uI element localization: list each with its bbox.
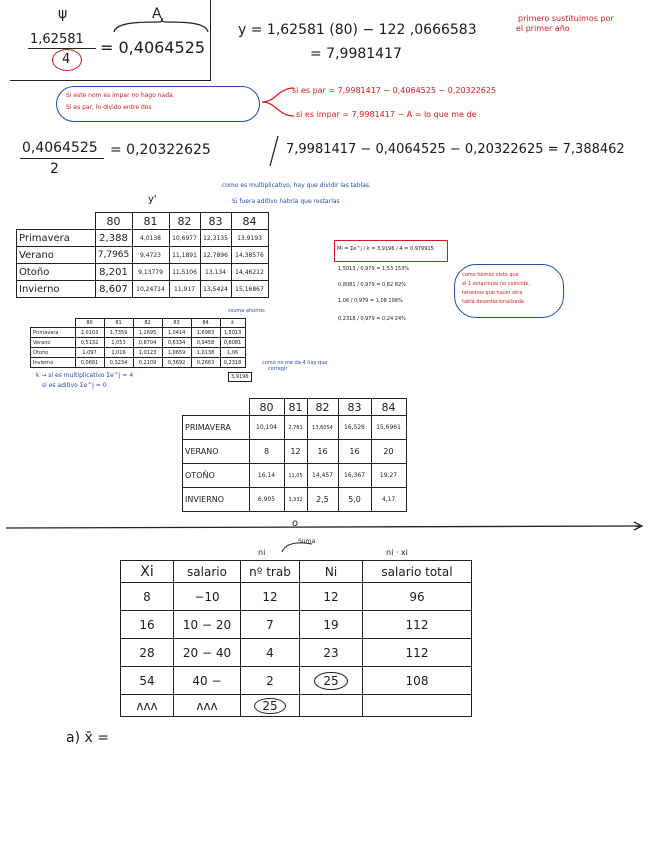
row-label: Invierno: [31, 358, 76, 368]
table-cell: 1,0414: [162, 328, 191, 338]
table-cell: 15,6961: [371, 416, 406, 440]
table3-header-cell: 84: [371, 399, 406, 416]
table-cell: 12,3135: [200, 230, 231, 247]
table-cell: 10,104: [249, 416, 284, 440]
table-cell: 2,0103: [75, 328, 104, 338]
table1-header-row: [17, 213, 269, 230]
table1-header-cell: 82: [169, 213, 200, 230]
k-line1: k → si es multiplicativo Σe^j = 4: [36, 372, 134, 379]
table-cell: −10: [174, 583, 241, 611]
A-label: A: [152, 6, 162, 22]
salary-header-cell: Ni: [300, 561, 363, 583]
table-cell: 11,05: [284, 464, 307, 488]
table-cell: 11,5106: [169, 264, 200, 281]
table1-header-cell: 83: [200, 213, 231, 230]
div-result: = 0,20322625: [110, 142, 211, 158]
nixi-label: ni · xi: [386, 548, 408, 557]
table-cell: 16,367: [338, 464, 371, 488]
row-label: INVIERNO: [183, 488, 250, 512]
red-note-line1: primero sustituimos por: [518, 14, 614, 23]
red-oval-line3: tenemos que hacer otra: [462, 290, 523, 296]
table-cell: 15,16867: [231, 281, 268, 298]
table-row: [121, 695, 472, 717]
table-cell: 12,7896: [200, 247, 231, 264]
table-cell: 14,457: [307, 464, 338, 488]
table2-header-cell: 83: [162, 319, 191, 328]
k-line2: si es aditivo Σe^j = 0: [42, 382, 107, 389]
table-cell: 108: [363, 667, 472, 695]
table-cell: [300, 695, 363, 717]
row-label: Verano: [17, 247, 96, 264]
table-row: [183, 416, 407, 440]
table-cell: 1,0138: [191, 348, 220, 358]
equation-line2: = 7,9981417: [310, 46, 402, 62]
table3-header-cell: [183, 399, 250, 416]
table1-header-cell: 81: [132, 213, 169, 230]
table-cell: 0,8081: [220, 338, 245, 348]
div-numerator: 0,4064525: [22, 140, 98, 156]
question-a: a) x̄ =: [66, 730, 109, 746]
table-cell: 10,6977: [169, 230, 200, 247]
red-oval-line4: tabla desestacionalizada: [462, 299, 524, 305]
table-salary-frequency: [120, 560, 472, 717]
table-row: [121, 639, 472, 667]
row-label: Primavera: [31, 328, 76, 338]
table-cell: 7,7965: [95, 247, 132, 264]
div-bar: [20, 158, 104, 159]
table-cell: 16,526: [338, 416, 371, 440]
suma-label: Suma: [298, 538, 316, 545]
table-cell: 1,06: [220, 348, 245, 358]
table2-total: 3,9196: [228, 372, 252, 382]
row-label: Invierno: [17, 281, 96, 298]
table-cell: 11,1891: [169, 247, 200, 264]
table1-header-cell: 84: [231, 213, 268, 230]
theta-symbol: ψ: [58, 6, 68, 22]
row-label: Otoño: [31, 348, 76, 358]
table-cell: 2: [241, 667, 300, 695]
table-cell: 16,14: [249, 464, 284, 488]
table-row: [17, 281, 269, 298]
table-cell: 1,097: [75, 348, 104, 358]
oval-note-line1: Si este nom es impar no hago nada.: [66, 92, 175, 99]
table-cell: 3,332: [284, 488, 307, 512]
table-cell: 54: [121, 667, 174, 695]
table-cell: 12: [241, 583, 300, 611]
table-cell: 112: [363, 639, 472, 667]
table-row: [31, 358, 246, 368]
table2-header-row: [31, 319, 246, 328]
table-row: [183, 464, 407, 488]
table-cell: 19,27: [371, 464, 406, 488]
table-row: [31, 338, 246, 348]
ni-label: ni: [258, 548, 266, 557]
table2-header-cell: x̄: [220, 319, 245, 328]
table-seasonal-indices: [30, 318, 246, 368]
red-oval-line2: el 1 estacional no coincide,: [462, 281, 531, 287]
table-cell: 0,2109: [133, 358, 162, 368]
table-cell: 13,6054: [307, 416, 338, 440]
table3-header-row: [183, 399, 407, 416]
table-cell: 12: [284, 440, 307, 464]
table-cell: 112: [363, 611, 472, 639]
table-cell: 11,917: [169, 281, 200, 298]
table-cell: 1,0123: [133, 348, 162, 358]
row-label: Primavera: [17, 230, 96, 247]
table-cell: 12: [300, 583, 363, 611]
row-label: Otoño: [17, 264, 96, 281]
table-cell: 0,9458: [191, 338, 220, 348]
table-deseasonalized: [182, 398, 407, 512]
table-cell: 16: [121, 611, 174, 639]
fraction-numerator: 1,62581: [30, 32, 84, 47]
salary-header-cell: Xi: [121, 561, 174, 583]
div-denominator: 2: [50, 161, 59, 177]
table-row: [31, 328, 246, 338]
table-cell: [300, 667, 363, 695]
table-cell: 4,0138: [132, 230, 169, 247]
section-divider: [4, 520, 644, 534]
row-label: PRIMAVERA: [183, 416, 250, 440]
table-cell: 28: [121, 639, 174, 667]
red-formula-line1: 1,5013 / 0,979 = 1,53 153%: [338, 266, 410, 272]
divider-mark: o: [292, 518, 299, 529]
table2-header-cell: 81: [104, 319, 133, 328]
table2-header-cell: 84: [191, 319, 220, 328]
table3-header-cell: 81: [284, 399, 307, 416]
table-cell: 1,2695: [133, 328, 162, 338]
scribble-cell: ᴧᴧᴧ: [174, 695, 241, 717]
scribble-cell: ᴧᴧᴧ: [121, 695, 174, 717]
blue-mid-note1: como es multiplicativo, hay que dividir las tablas.: [222, 182, 371, 189]
row-label: OTOÑO: [183, 464, 250, 488]
table-cell: 20: [371, 440, 406, 464]
table-row: [121, 583, 472, 611]
salary-header-row: [121, 561, 472, 583]
table-cell: 19: [300, 611, 363, 639]
table-cell: 4: [241, 639, 300, 667]
table3-header-cell: 82: [307, 399, 338, 416]
table-cell: 16: [338, 440, 371, 464]
denominator-circle: [52, 49, 82, 71]
table-cell: 1,7359: [104, 328, 133, 338]
table-cell: 23: [300, 639, 363, 667]
table-cell: 6,905: [249, 488, 284, 512]
table-cell: 10 − 20: [174, 611, 241, 639]
table-trend: [16, 212, 269, 298]
table-row: [183, 488, 407, 512]
table-cell: 0,2663: [191, 358, 220, 368]
red-formula-line4: 0,2318 / 0,979 = 0,24 24%: [338, 316, 406, 322]
red-note-line2: el primer año: [516, 24, 570, 33]
table-cell: 14,38576: [231, 247, 268, 264]
table-cell: 1,016: [104, 348, 133, 358]
yprime-label: y': [148, 194, 157, 205]
table-cell: 9,13779: [132, 264, 169, 281]
table-cell: 0,5132: [75, 338, 104, 348]
table-cell: 13,9193: [231, 230, 268, 247]
table-cell: 7: [241, 611, 300, 639]
table-cell: 0,2318: [220, 358, 245, 368]
div-final: 7,9981417 − 0,4064525 − 0,20322625 = 7,388462: [286, 142, 625, 157]
red-formula-line3: 1,06 / 0,979 = 1,08 108%: [338, 298, 403, 304]
table-cell: 13,134: [200, 264, 231, 281]
table-cell: 1,053: [104, 338, 133, 348]
circled-total: 25: [314, 672, 347, 690]
table-cell: 8,201: [95, 264, 132, 281]
table-cell: 2,5: [307, 488, 338, 512]
table-cell: 1,6983: [191, 328, 220, 338]
table3-header-cell: 80: [249, 399, 284, 416]
table-row: [17, 247, 269, 264]
table-cell: 8: [249, 440, 284, 464]
table-cell: [363, 695, 472, 717]
circled-n-total: 25: [254, 698, 285, 714]
table-cell: 96: [363, 583, 472, 611]
table1-header-cell: 80: [95, 213, 132, 230]
table-cell: 14,46212: [231, 264, 268, 281]
table-cell: 4,17: [371, 488, 406, 512]
table-cell: 13,5424: [200, 281, 231, 298]
table-row: [121, 611, 472, 639]
table-cell: 0,6334: [162, 338, 191, 348]
salary-header-cell: nº trab: [241, 561, 300, 583]
blue-mid-note2: Si fuera aditivo habría que restarlas: [232, 198, 340, 205]
row-label: Verano: [31, 338, 76, 348]
table-cell: 0,0681: [75, 358, 104, 368]
suma-arrow: [278, 540, 318, 554]
table2-header-cell: 82: [133, 319, 162, 328]
equation-line1: y = 1,62581 (80) − 122 ,0666583: [238, 22, 477, 38]
oval-note-line2: Si es par, lo divido entre dos: [66, 104, 152, 111]
table-row: [31, 348, 246, 358]
fraction-denominator: 4: [62, 52, 71, 67]
A-brace: [112, 18, 210, 34]
fraction-result: = 0,4064525: [100, 38, 206, 57]
table-cell: 16: [307, 440, 338, 464]
salary-header-cell: salario: [174, 561, 241, 583]
case-impar: si es impar = 7,9981417 − A = lo que me de: [296, 110, 477, 119]
table-row: [17, 230, 269, 247]
table2-note-top: ssuma ahorros: [228, 308, 265, 314]
table-cell: 10,24714: [132, 281, 169, 298]
table-row: [17, 264, 269, 281]
row-label: VERANO: [183, 440, 250, 464]
red-formula-line2: 0,8081 / 0,979 = 0,82 82%: [338, 282, 406, 288]
table-cell: 2,781: [284, 416, 307, 440]
salary-header-cell: salario total: [363, 561, 472, 583]
table-cell: 8: [121, 583, 174, 611]
table-cell: 9,4723: [132, 247, 169, 264]
table-cell: 2,388: [95, 230, 132, 247]
table3-header-cell: 83: [338, 399, 371, 416]
table-row: [183, 440, 407, 464]
table2-header-cell: 80: [75, 319, 104, 328]
table-cell: 0,3692: [162, 358, 191, 368]
table-cell: 1,5013: [220, 328, 245, 338]
table-cell: 8,607: [95, 281, 132, 298]
table2-note-right1: como no me da 4 hay que: [262, 360, 328, 366]
slash-divider: [268, 134, 280, 168]
table-cell: 1,0659: [162, 348, 191, 358]
table-cell: 0,3234: [104, 358, 133, 368]
table1-header-cell: [17, 213, 96, 230]
table-cell: 40 −: [174, 667, 241, 695]
table2-note-right2: corregir: [268, 366, 288, 372]
table-cell: [241, 695, 300, 717]
table-cell: 20 − 40: [174, 639, 241, 667]
red-oval-line1: como hemos visto que: [462, 272, 519, 278]
table-row: [121, 667, 472, 695]
table2-header-cell: [31, 319, 76, 328]
table-cell: 0,8704: [133, 338, 162, 348]
case-par: si es par = 7,9981417 − 0,4064525 − 0,20322625: [292, 86, 497, 95]
red-formula-main: Mi = Σe^j / k = 3,9196 / 4 = 0,979915: [337, 246, 434, 252]
table-cell: 5,0: [338, 488, 371, 512]
